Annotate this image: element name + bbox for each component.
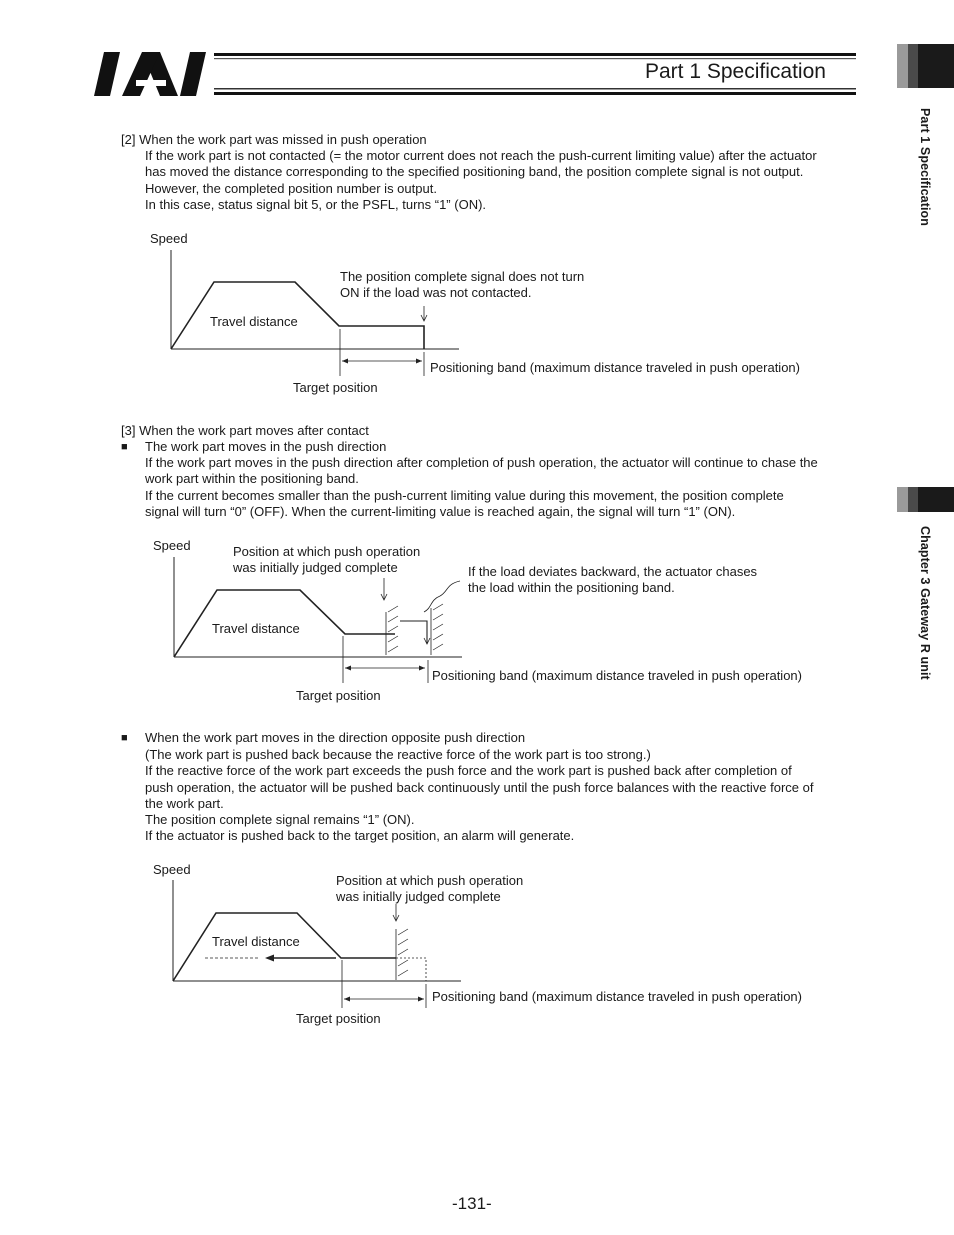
bullet1-line: If the current becomes smaller than the push-current limiting value during this movement, the position complete — [145, 487, 784, 503]
bullet2-line: the work part. — [145, 795, 224, 811]
section2-line: If the work part is not contacted (= the motor current does not reach the push-current limiting value) after the actuator — [145, 148, 817, 163]
bullet1-body — [145, 455, 885, 520]
d1-target-label: Target position — [293, 380, 378, 395]
d3-band-label: Positioning band (maximum distance traveled in push operation) — [432, 989, 802, 1004]
d2-position-2: was initially judged complete — [233, 560, 398, 575]
d2-target-label: Target position — [296, 688, 381, 703]
section2-heading: [2] When the work part was missed in push operation — [121, 132, 427, 147]
bullet2-line: push operation, the actuator will be pushed back continuously until the push force balances with the reactive force of — [145, 779, 814, 795]
section2-line: has moved the distance corresponding to the specified positioning band, the position complete signal is not output. — [145, 164, 804, 180]
bullet2-line: If the reactive force of the work part exceeds the push force and the work part is pushed back after completion of — [145, 763, 792, 779]
speed-profile — [174, 590, 395, 657]
d1-note-1: The position complete signal does not turn — [340, 269, 585, 284]
bullet2-line: (The work part is pushed back because the reactive force of the work part is too strong.) — [145, 747, 651, 762]
section2-line: However, the completed position number is output. — [145, 180, 437, 196]
d1-travel-label: Travel distance — [210, 314, 298, 329]
bullet1-marker: ■ — [121, 441, 128, 453]
bullet1-line: If the work part moves in the push direction after completion of push operation, the actuator will continue to chase the — [145, 455, 818, 470]
d2-chase-1: If the load deviates backward, the actuator chases — [468, 564, 758, 579]
d3-speed-label: Speed — [153, 862, 191, 877]
chase-step — [400, 621, 427, 644]
band-dashed — [396, 958, 426, 981]
speed-profile — [171, 282, 424, 349]
section2-line: In this case, status signal bit 5, or the PSFL, turns “1” (ON). — [145, 196, 487, 212]
d2-travel-label: Travel distance — [212, 621, 300, 636]
d1-speed-label: Speed — [150, 231, 188, 246]
d1-band-label: Positioning band (maximum distance traveled in push operation) — [430, 360, 800, 375]
bullet1-title: The work part moves in the push direction — [145, 439, 387, 454]
iai-logo — [94, 52, 206, 96]
bullet1-line: signal will turn “0” (OFF). When the current-limiting value is reached again, the signal will turn “1” (ON). — [145, 503, 736, 519]
d3-position-2: was initially judged complete — [336, 889, 501, 904]
bullet2-marker: ■ — [121, 732, 128, 744]
bullet1-line: work part within the positioning band. — [145, 471, 359, 487]
page-number: -131- — [452, 1194, 492, 1213]
bullet2-body — [145, 747, 885, 845]
d3-target-label: Target position — [296, 1011, 381, 1026]
bullet2-line: The position complete signal remains “1” (ON). — [145, 812, 415, 828]
side-label-chapter: Chapter 3 Gateway R unit — [918, 526, 932, 680]
section2-body — [145, 148, 885, 213]
d3-position-1: Position at which push operation — [336, 873, 524, 888]
chase-pointer — [424, 581, 460, 612]
section3-heading: [3] When the work part moves after contact — [121, 423, 369, 438]
side-label-part: Part 1 Specification — [918, 108, 932, 227]
speed-profile — [173, 913, 396, 981]
d2-position-1: Position at which push operation — [233, 544, 421, 559]
d2-speed-label: Speed — [153, 538, 191, 553]
d2-band-label: Positioning band (maximum distance traveled in push operation) — [432, 668, 802, 683]
d1-note-2: ON if the load was not contacted. — [340, 285, 532, 300]
bullet2-line: If the actuator is pushed back to the target position, an alarm will generate. — [145, 828, 575, 844]
page-title: Part 1 Specification — [645, 60, 826, 83]
d3-travel-label: Travel distance — [212, 934, 300, 949]
d2-chase-2: the load within the positioning band. — [468, 580, 675, 595]
bullet2-title: When the work part moves in the direction opposite push direction — [145, 730, 526, 745]
